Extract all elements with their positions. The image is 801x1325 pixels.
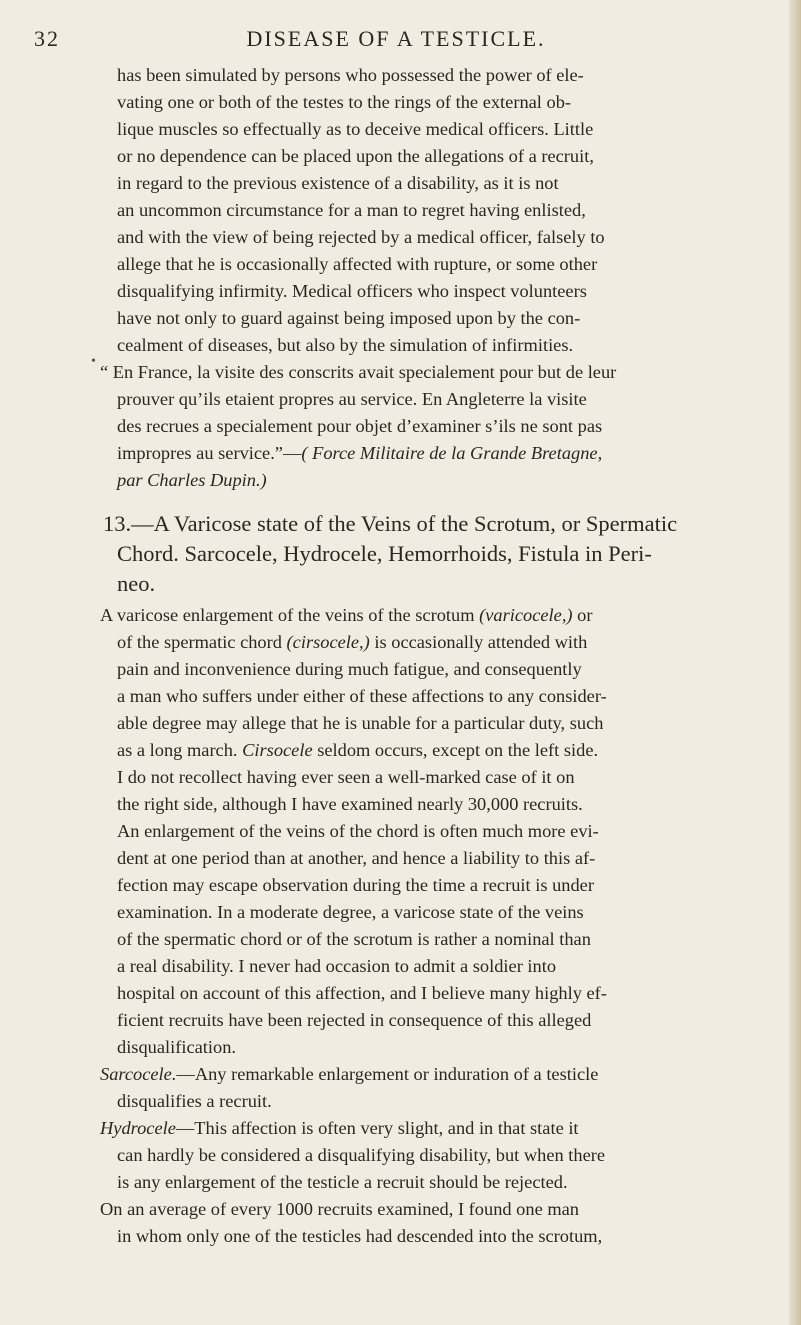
text-line: in whom only one of the testicles had descended into the scrotum, (117, 1226, 603, 1246)
text-line: ficient recruits have been rejected in consequence of this alleged (117, 1010, 592, 1030)
text-line: allege that he is occasionally affected with rupture, or some other (117, 254, 598, 274)
quote-line: prouver qu’ils etaient propres au service. En Angleterre la visite (117, 389, 587, 409)
text-line: Hydrocele—This affection is often very slight, and in that state it (100, 1118, 579, 1138)
margin-mark: • (91, 354, 96, 369)
quote-line: “ En France, la visite des conscrits avait specialement pour but de leur (100, 362, 617, 382)
text-line: can hardly be considered a disqualifying disability, but when there (117, 1145, 606, 1165)
running-header (34, 26, 734, 62)
text-line: fection may escape observation during the time a recruit is under (117, 875, 594, 895)
text-line: I do not recollect having ever seen a well-marked case of it on (117, 767, 575, 787)
text-line: disqualifies a recruit. (117, 1091, 272, 1111)
text-line: and with the view of being rejected by a medical officer, falsely to (117, 227, 605, 247)
text-line: a real disability. I never had occasion to admit a soldier into (117, 956, 557, 976)
text-line: Sarcocele.—Any remarkable enlargement or induration of a testicle (100, 1064, 599, 1084)
text-line: able degree may allege that he is unable for a particular duty, such (117, 713, 604, 733)
quote-line: impropres au service.”—( Force Militaire de la Grande Bretagne, (117, 443, 603, 463)
text-line: an uncommon circumstance for a man to regret having enlisted, (117, 200, 586, 220)
text-line: disqualifying infirmity. Medical officers who inspect volunteers (117, 281, 587, 301)
text-line: is any enlargement of the testicle a recruit should be rejected. (117, 1172, 568, 1192)
text-line: dent at one period than at another, and hence a liability to this af- (117, 848, 596, 868)
text-line: or no dependence can be placed upon the allegations of a recruit, (117, 146, 594, 166)
running-title: DISEASE OF A TESTICLE. (246, 26, 546, 51)
text-line: examination. In a moderate degree, a varicose state of the veins (117, 902, 584, 922)
text-line: lique muscles so effectually as to deceive medical officers. Little (117, 119, 594, 139)
text-line: hospital on account of this affection, and I believe many highly ef- (117, 983, 607, 1003)
text-line: An enlargement of the veins of the chord is often much more evi- (117, 821, 599, 841)
page-number: 32 (34, 26, 60, 51)
text-line: disqualification. (117, 1037, 237, 1057)
text-line: has been simulated by persons who possessed the power of ele- (117, 65, 584, 85)
text-line: On an average of every 1000 recruits examined, I found one man (100, 1199, 579, 1219)
text-line: of the spermatic chord or of the scrotum is rather a nominal than (117, 929, 591, 949)
section-heading: neo. (117, 571, 156, 596)
page-edge (789, 0, 801, 1325)
section-heading: Chord. Sarcocele, Hydrocele, Hemorrhoids, Fistula in Peri- (117, 541, 652, 566)
text-line: cealment of diseases, but also by the simulation of infirmities. (117, 335, 574, 355)
section-heading: 13.—A Varicose state of the Veins of the Scrotum, or Spermatic (103, 511, 678, 536)
text-line: vating one or both of the testes to the rings of the external ob- (117, 92, 572, 112)
quote-line: des recrues a specialement pour objet d’examiner s’ils ne sont pas (117, 416, 603, 436)
text-line: A varicose enlargement of the veins of the scrotum (varicocele,) or (100, 605, 593, 625)
text-line: as a long march. Cirsocele seldom occurs, except on the left side. (117, 740, 599, 760)
text-line: have not only to guard against being imposed upon by the con- (117, 308, 581, 328)
text-line: in regard to the previous existence of a disability, as it is not (117, 173, 559, 193)
text-line: of the spermatic chord (cirsocele,) is occasionally attended with (117, 632, 588, 652)
text-line: the right side, although I have examined nearly 30,000 recruits. (117, 794, 583, 814)
quote-citation: par Charles Dupin.) (117, 470, 267, 490)
text-line: pain and inconvenience during much fatigue, and consequently (117, 659, 582, 679)
text-line: a man who suffers under either of these affections to any consider- (117, 686, 607, 706)
